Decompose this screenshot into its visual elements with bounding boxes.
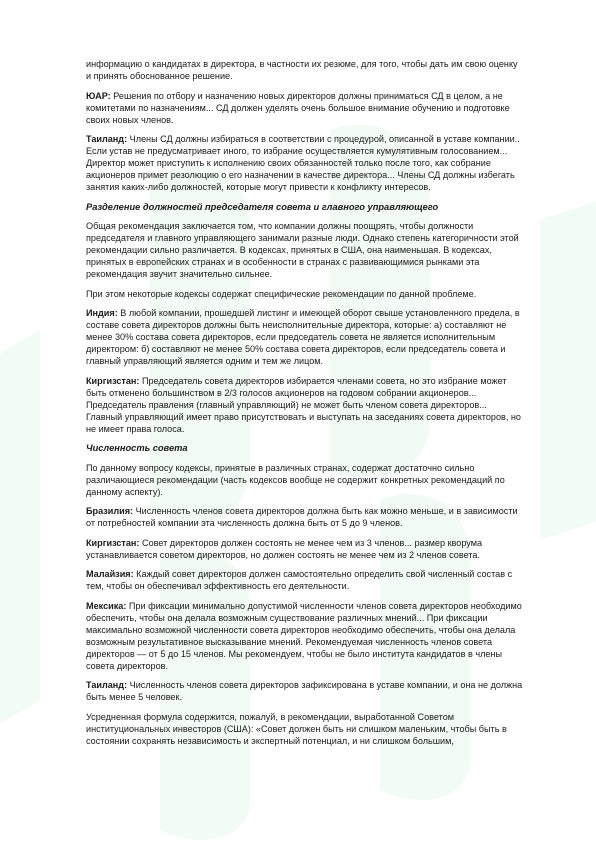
document-page: [86, 58, 524, 754]
country-label: Таиланд:: [86, 134, 128, 144]
body-paragraph: Усредненная формула содержится, пожалуй, в рекомендации, выработанной Советом институциональных инвесторов (США): «Совет должен быть ни слишком маленьким, чтобы быть в состоянии сохранять независимость и экспертный потенциал, и ни слишком большим,: [86, 711, 507, 746]
section-heading: Разделение должностей председателя совета и главного управляющего: [86, 201, 439, 212]
country-label: Малайзия:: [86, 569, 134, 579]
country-label: Индия:: [86, 308, 118, 318]
country-paragraph: [86, 307, 524, 367]
paragraph-text: Решения по отбору и назначению новых директоров должны приниматься СД в целом, а не комитетами по назначениям... СД должен уделять очень большое внимание обучению и подготовке своих новых членов.: [86, 90, 510, 125]
body-paragraph: информацию о кандидатах в директора, в частности их резюме, для того, чтобы дать им свою оценку и принять обоснованное решение.: [86, 59, 518, 81]
body-paragraph: Общая рекомендация заключается том, что компании должны поощрять, чтобы должности председателя и главного управляющего занимали разные люди. Однако степень категоричности этой рекомендации сильно различается. В кодексах, принятых в США, она наименьшая. В кодексах, принятых в европейских странах и в особенности в странах с развивающимися рынками эта рекомендация звучит значительно сильнее.: [86, 221, 519, 279]
country-label: Киргизстан:: [86, 537, 140, 548]
country-paragraph: [86, 375, 524, 435]
country-label: Таиланд:: [86, 680, 128, 690]
paragraph-text: Председатель совета директоров избирается членами совета, но это избрание может быть отменено большинством в 2/3 голосов акционеров на годовом собрании акционеров... Председатель правления (главный управляющий) не может быть членом совета директоров... Главный управляющий имеет право присутствовать и выступать на заседаниях совета директоров, но не имеет права голоса.: [86, 375, 521, 434]
paragraph-text: Члены СД должны избираться в соответствии с процедурой, описанной в уставе компании.. Если устав не предусматривает иного, то избрание осуществляется кумулятивным голосованием... Директор может приступить к исполнению своих обязанностей только после того, как собрание акционеров примет резолюцию о его назначении в качестве директора... Члены СД должны избегать занятия каких-либо должностей, которые могут привести к конфликту интересов.: [86, 134, 520, 192]
country-paragraph: [86, 537, 524, 561]
body-paragraph: При этом некоторые кодексы содержат специфические рекомендации по данной проблеме.: [86, 288, 477, 299]
paragraph-text: При фиксации минимально допустимой численности членов совета директоров необходимо обеспечить, чтобы она делала возможным существование различных мнений... При фиксации максимально возможной численности совета директоров необходимо обеспечить, чтобы она делала возможным результативное высказывание мнений. Рекомендуемая численность членов совета директоров — от 5 до 15 членов. Мы рекомендуем, чтобы не было института кандидатов в члены совета директоров.: [86, 600, 522, 671]
paragraph-text: Численность членов совета директоров зафиксирована в уставе компании, и она не должна быть менее 5 человек.: [86, 680, 523, 702]
body-paragraph: По данному вопросу кодексы, принятые в различных странах, содержат достаточно сильно различающиеся рекомендации (часть кодексов вообще не содержит конкретных рекомендаций по данному аспекту).: [86, 462, 505, 497]
country-paragraph: [86, 505, 524, 529]
country-paragraph: [86, 90, 524, 126]
paragraph-text: Каждый совет директоров должен самостоятельно определить свой численный состав с тем, чтобы он обеспечивал эффективность его деятельности.: [86, 569, 513, 591]
country-label: Мексика:: [86, 600, 127, 611]
country-paragraph: [86, 600, 524, 672]
country-paragraph: [86, 568, 524, 592]
section-heading: Численность совета: [86, 443, 188, 453]
paragraph-text: Численность членов совета директоров должна быть как можно меньше, и в зависимости от потребностей компании эта численность должна быть от 5 до 9 членов.: [86, 506, 518, 528]
country-paragraph: [86, 133, 524, 193]
paragraph-text: В любой компании, прошедшей листинг и имеющей оборот свыше установленного предела, в составе совета директоров должны быть неисполнительные директора, которые: а) составляют не менее 30% состава совета директоров, если председатель совета не является исполнительным директором: б) составляют не менее 50% состава совета директоров, если председатель совета и главный управляющий является одним и тем же лицом.: [86, 308, 520, 366]
paragraph-text: Совет директоров должен состоять не менее чем из 3 членов... размер кворума устанавливается советом директоров, но должен состоять не менее чем из 2 членов совета.: [86, 537, 483, 560]
country-label: Киргизстан:: [86, 375, 140, 386]
country-paragraph: [86, 679, 524, 703]
country-label: ЮАР:: [86, 90, 111, 101]
country-label: Бразилия:: [86, 506, 134, 516]
